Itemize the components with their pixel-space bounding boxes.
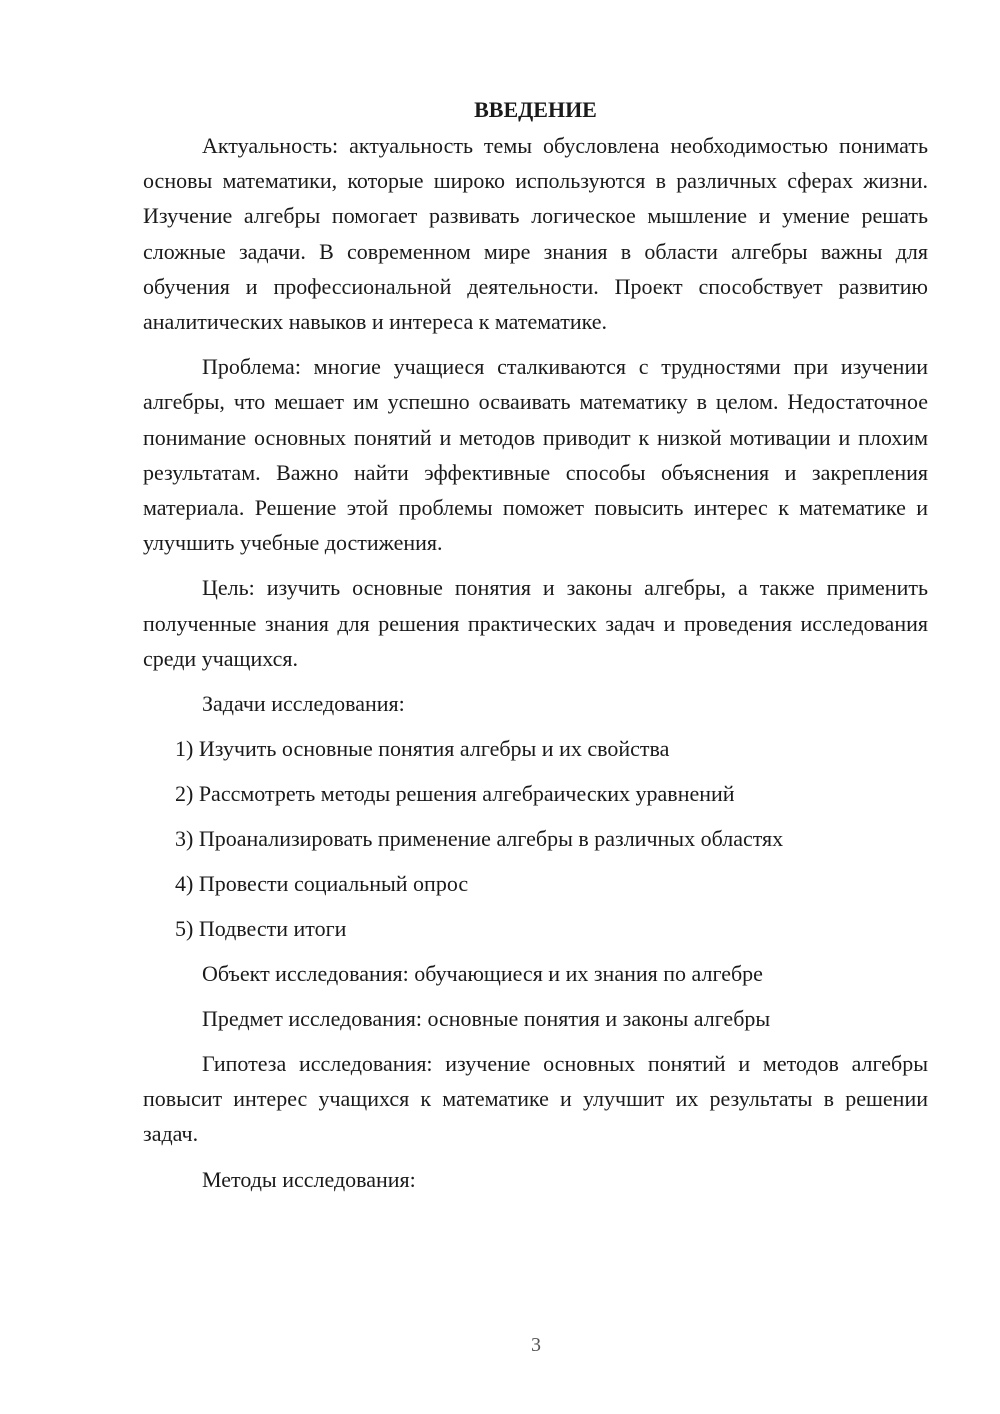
research-subject: Предмет исследования: основные понятия и законы алгебры bbox=[202, 1006, 771, 1032]
task-item-4: 4) Провести социальный опрос bbox=[175, 871, 469, 897]
task-item-3: 3) Проанализировать применение алгебры в различных областях bbox=[175, 826, 784, 852]
hypothesis-paragraph: Гипотеза исследования: изучение основных понятий и методов алгебры повысит интерес учащихся к математике и улучшит их результаты в решении задач. bbox=[143, 1051, 928, 1147]
research-object: Объект исследования: обучающиеся и их знания по алгебре bbox=[202, 961, 763, 987]
problem-paragraph: Проблема: многие учащиеся сталкиваются с трудностями при изучении алгебры, что мешает им успешно осваивать математику в целом. Недостаточное понимание основных понятий и методов приводит к низкой мотивации и плохим результатам. Важно найти эффективные способы объяснения и закрепления материала. Решение этой проблемы поможет повысить интерес к математике и улучшить учебные достижения. bbox=[143, 354, 928, 556]
section-heading: ВВЕДЕНИЕ bbox=[474, 97, 597, 122]
relevance-paragraph: Актуальность: актуальность темы обусловлена необходимостью понимать основы математики, которые широко используются в различных сферах жизни. Изучение алгебры помогает развивать логическое мышление и умение решать сложные задачи. В современном мире знания в области алгебры важны для обучения и профессиональной деятельности. Проект способствует развитию аналитических навыков и интереса к математике. bbox=[143, 133, 928, 335]
page-number: 3 bbox=[531, 1334, 541, 1356]
page-content bbox=[143, 92, 928, 1207]
task-item-5: 5) Подвести итоги bbox=[175, 916, 347, 942]
methods-title: Методы исследования: bbox=[202, 1166, 416, 1192]
goal-paragraph: Цель: изучить основные понятия и законы алгебры, а также применить полученные знания для решения практических задач и проведения исследования среди учащихся. bbox=[143, 575, 928, 671]
tasks-title: Задачи исследования: bbox=[202, 691, 405, 717]
task-item-2: 2) Рассмотреть методы решения алгебраических уравнений bbox=[175, 781, 735, 807]
task-item-1: 1) Изучить основные понятия алгебры и их свойства bbox=[175, 736, 670, 762]
